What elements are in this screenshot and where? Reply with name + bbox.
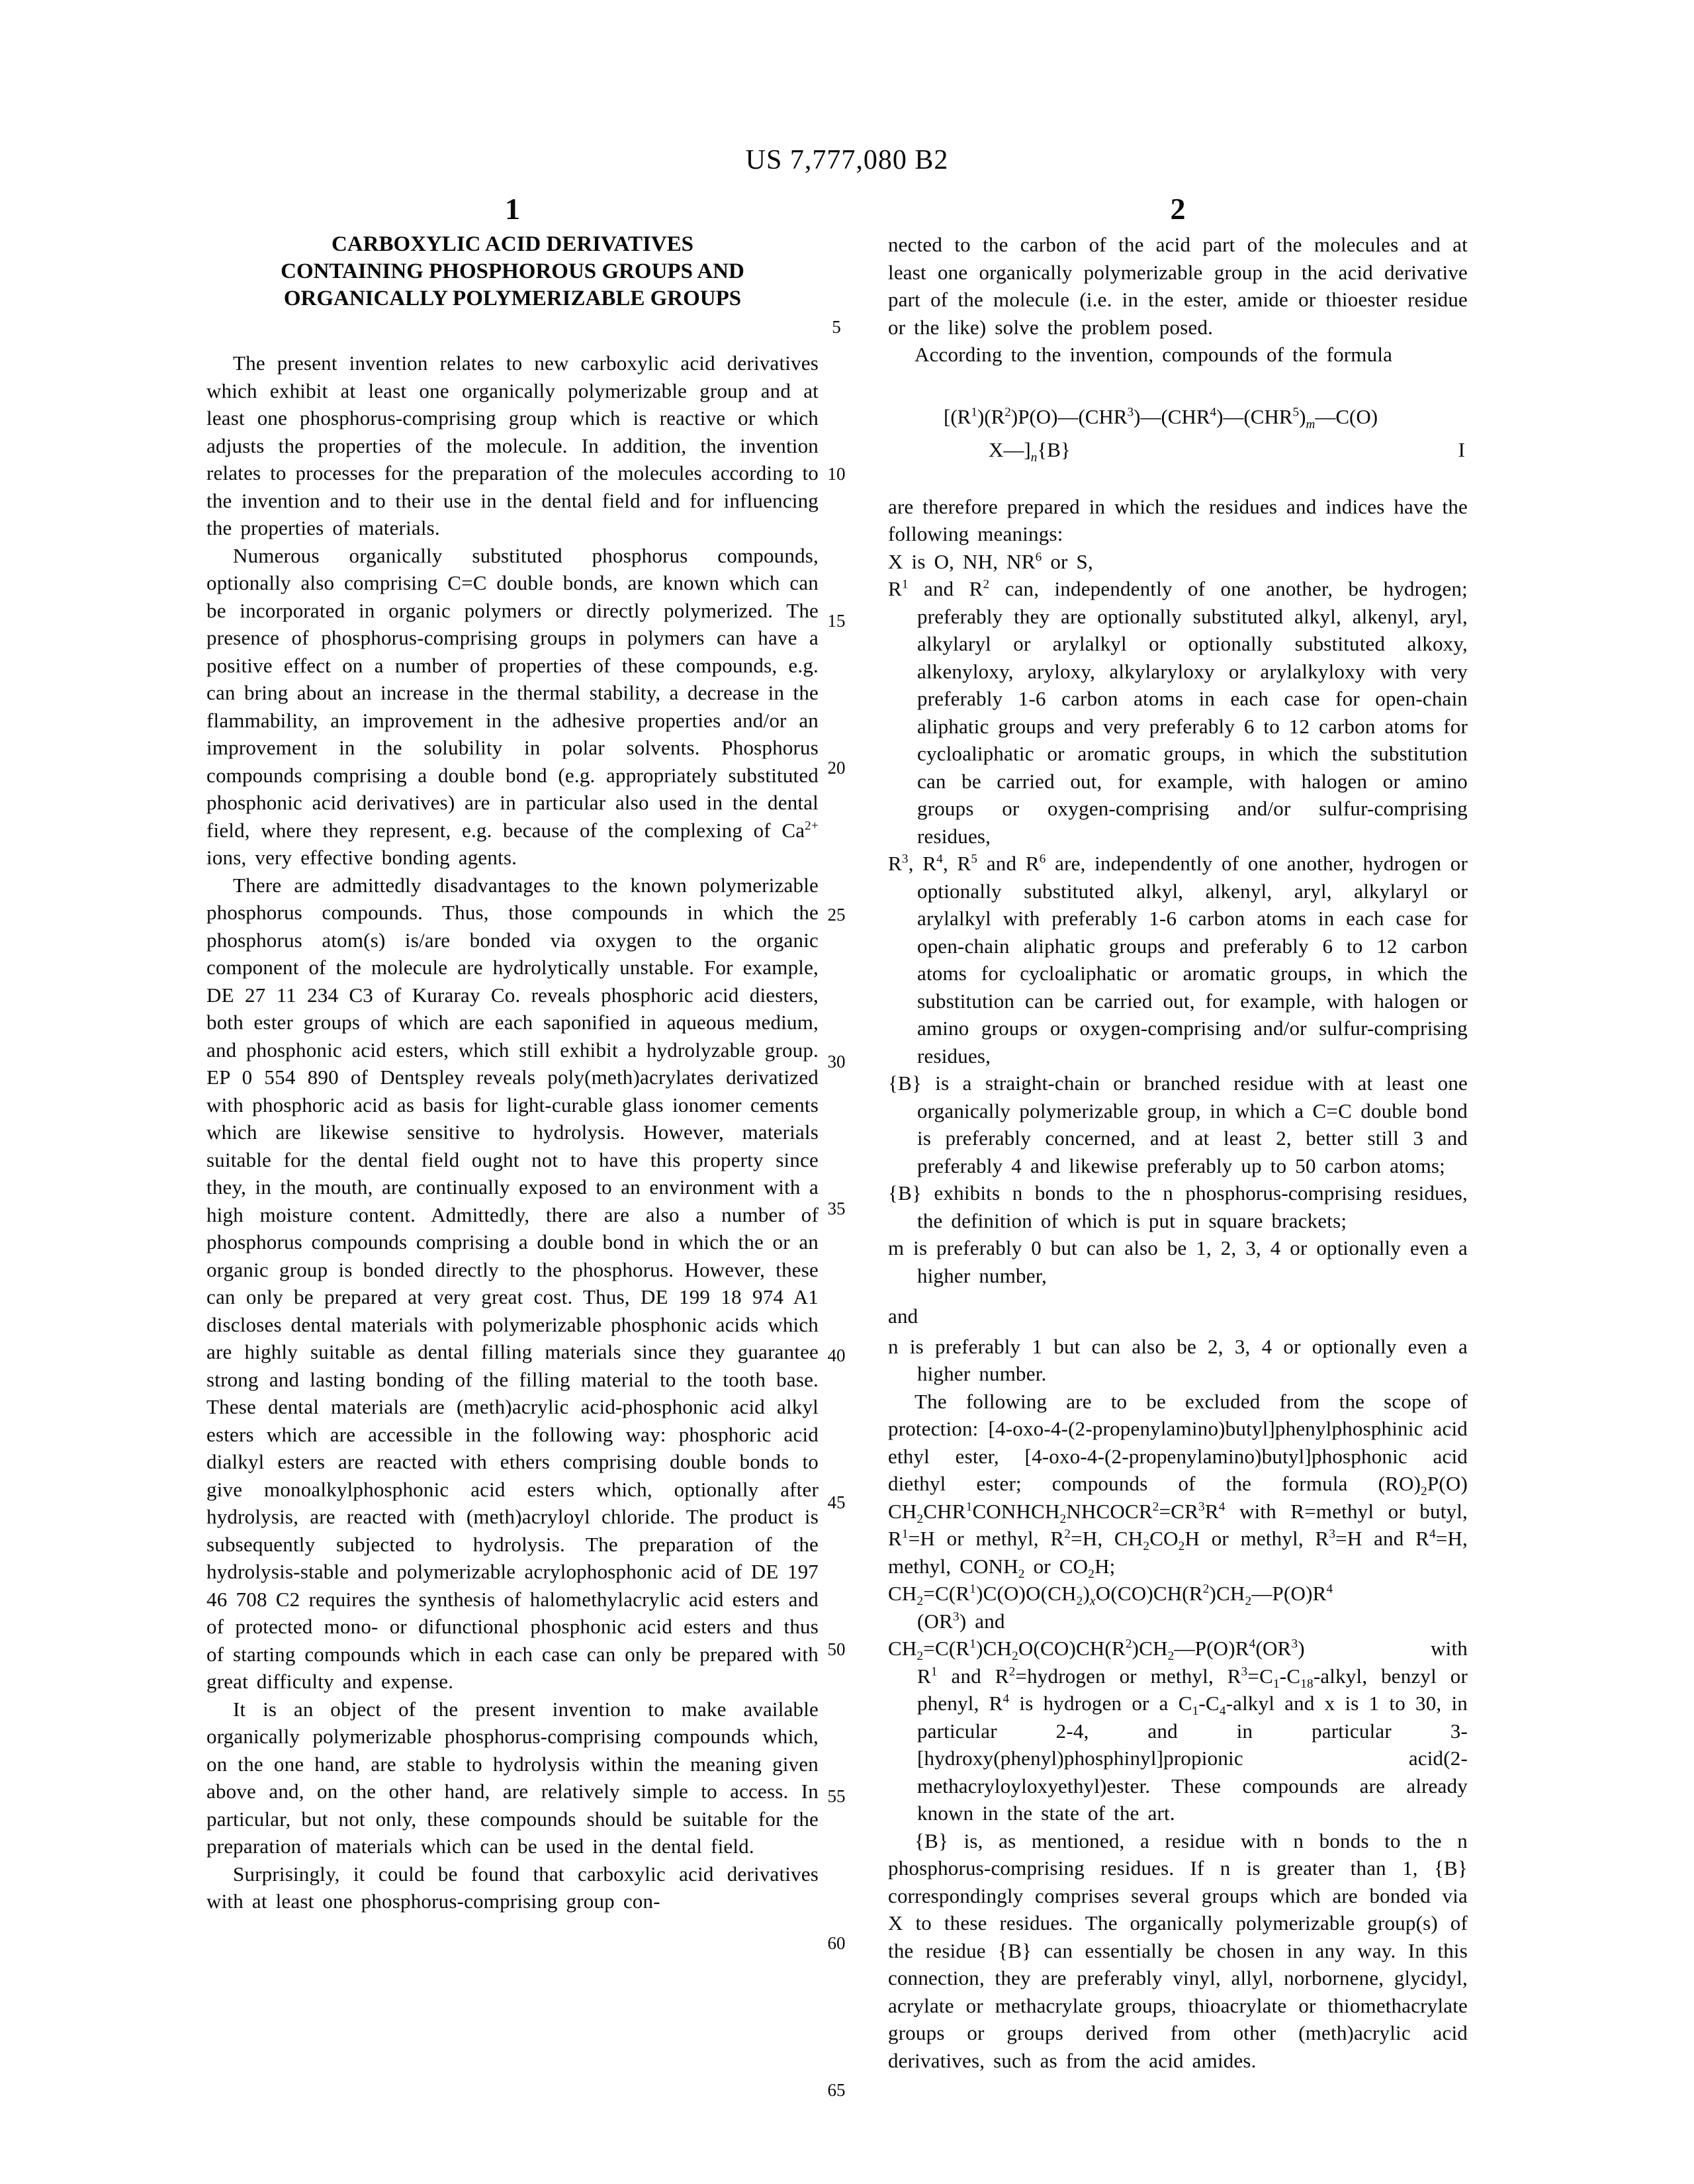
line-number: 20 [827, 758, 846, 778]
line-number: 30 [827, 1052, 846, 1071]
line-number: 55 [827, 1786, 846, 1806]
definition-item-b-residue: {B} is a straight-chain or branched residue with at least one organically polymerizable group, in which a C=C double bond is preferably concerned, and at least 2, better still 3 and preferably 4 and likewise preferably up to 50 carbon atoms; [888, 1071, 1468, 1177]
document-number: US 7,777,080 B2 [745, 145, 949, 175]
formula-line-2-text: $X—]_n\{B\}$ [989, 437, 1071, 465]
paragraph-according-to-invention: According to the invention, compounds of the formula [914, 343, 1393, 366]
paragraph-prior-art: There are admittedly disadvantages to the known polymerizable phosphorus compounds. Thus, those compounds in which the phosphorus atom(s) is/are bonded via oxygen to the organic component of the molecule are hydrolytically unstable. For example, DE 27 11 234 C3 of Kuraray Co. reveals phosphoric acid diesters, both ester groups of which are each saponified in aqueous medium, and phosphonic acid esters, which still exhibit a hydrolyzable group. EP 0 554 890 of Dentspley reveals poly(meth)acrylates derivatized with phosphoric acid as basis for light-curable glass ionomer cements which are likewise sensitive to hydrolysis. However, materials suitable for the dental field ought not to have this property since they, in the mouth, are continually exposed to an environment with a high moisture content. Admittedly, there are also a number of phosphorus compounds comprising a double bond in which the or an organic group is bonded directly to the phosphorus. However, these can only be prepared at very great cost. Thus, DE 199 18 974 A1 discloses dental materials with polymerizable phosphonic acids which are highly suitable as dental filling materials since they guarantee strong and lasting bonding of the filling material to the tooth base. These dental materials are (meth)acrylic acid-phosphonic acid alkyl esters which are accessible in the following way: phosphoric acid dialkyl esters are reacted with ethers comprising double bonds to give monoalkylphosphonic acid esters which, optionally after hydrolysis, are reacted with (meth)acryloyl chloride. The product is subsequently subjected to hydrolysis. The preparation of the hydrolysis-stable and polymerizable acrylophosphonic acid of DE 197 46 708 C2 requires the synthesis of halomethylacrylic acid esters and of protected mono- or difunctional phosphonic acid esters and thus of starting compounds which in each case can only be prepared with great difficulty and expense. [206, 873, 819, 1693]
paragraph-object: It is an object of the present invention to make available organically polymerizable phosphorus-comprising compounds which, on the one hand, are stable to hydrolysis within the meaning given above and, on the other hand, are relatively simple to access. In particular, but not only, these compounds should be suitable for the preparation of materials which can be used in the dental field. [206, 1697, 819, 1858]
chem-line-1-continuation: $(OR^3)$ and [917, 1609, 1005, 1633]
definition-item-and: and [888, 1304, 918, 1328]
line-number: 50 [827, 1639, 846, 1659]
line-number: 40 [827, 1345, 846, 1365]
invention-title [206, 231, 819, 312]
line-number: 65 [827, 2080, 846, 2100]
formula-line-1: [$(R^1)(R^2)P(O)—(CHR^3)—(CHR^4)—(CHR^5)_m—C(O)$ [944, 404, 1378, 432]
definition-item-m: m is preferably 0 but can also be 1, 2, 3, 4 or optionally even a higher number, [888, 1236, 1468, 1287]
paragraph-background: Numerous organically substituted phosphorus compounds, optionally also comprising C=C double bonds, are known which can be incorporated in organic polymers or directly polymerized. The presence of phosphorus-comprising groups in polymers can have a positive effect on a number of properties of these compounds, e.g. can bring about an increase in the thermal stability, a decrease in the flammability, an improvement in the adhesive properties and/or an improvement in the solubility in polar solvents. Phosphorus compounds comprising a double bond (e.g. appropriately substituted phosphonic acid derivatives) are in particular also used in the dental field, where they represent, e.g. because of the complexing of $Ca^{2+}$ ions, very effective bonding agents. [206, 543, 819, 869]
chem-line-2: $CH_2=C(R^1)CH_2O(CO)CH(R^2)CH_2—P(O)R^4(OR^3)$ with [888, 1637, 1468, 1664]
column-right [888, 194, 1468, 2074]
formula-numeral: I [1458, 437, 1465, 461]
line-number: 5 [832, 317, 841, 337]
line-number: 60 [827, 1933, 846, 1953]
title-line-2: CONTAINING PHOSPHOROUS GROUPS AND [281, 259, 744, 283]
definition-item-r3-r6: $R^3$, $R^4$, $R^5$ and $R^6$ are, independently of one another, hydrogen or optionally substituted alkyl, alkenyl, aryl, alkylaryl or arylalkyl with preferably 1-6 carbon atoms in each case for open-chain aliphatic groups and preferably 6 to 12 carbon atoms for cycloaliphatic or aromatic groups, in which the substitution can be carried out, for example, with halogen or amino groups or oxygen-comprising and/or sulfur-comprising residues, [888, 852, 1468, 1068]
column-left [206, 194, 819, 1915]
formula-line-2 [888, 433, 1468, 467]
title-line-1: CARBOXYLIC ACID DERIVATIVES [331, 232, 694, 256]
paragraph-residues-intro: are therefore prepared in which the residues and indices have the following meanings: [888, 494, 1468, 545]
definition-item-r1-r2: $R^1$ and $R^2$ can, independently of one another, be hydrogen; preferably they are optionally substituted alkyl, alkenyl, aryl, alkylaryl or arylalkyl or optionally substituted alkoxy, alkenyloxy, aryloxy, alkylaryloxy or arylalkyloxy with very preferably 1-6 carbon atoms in each case for open-chain aliphatic groups and very preferably 6 to 12 carbon atoms for cycloaliphatic or aromatic groups, in which the substitution can be carried out, for example, with halogen or amino groups or oxygen-comprising and/or sulfur-comprising residues, [888, 577, 1468, 848]
line-number: 45 [827, 1492, 846, 1512]
column-number-left: 1 [505, 192, 520, 226]
title-line-3: ORGANICALLY POLYMERIZABLE GROUPS [283, 287, 742, 310]
definition-item-x: X is O, NH, $NR^6$ or S, [888, 549, 1093, 573]
chem-line-1: $CH_2=C(R^1)C(O)O(CH_2)_xO(CO)CH(R^2)CH_2—P(O)R^4$ [888, 1582, 1333, 1609]
paragraph-residue-b-groups: {B} is, as mentioned, a residue with n bonds to the n phosphorus-comprising residues. If n is greater than 1, {B} correspondingly comprises several groups which are bonded via X to these residues. The organically polymerizable group(s) of the residue {B} can essentially be chosen in any way. In this connection, they are preferably vinyl, allyl, norbornene, glycidyl, acrylate or methacrylate groups, thioacrylate or thiomethacrylate groups or groups derived from other (meth)acrylic acid derivatives, such as from the acid amides. [888, 1829, 1468, 2072]
definition-item-n: n is preferably 1 but can also be 2, 3, 4 or optionally even a higher number. [888, 1334, 1468, 1385]
line-number: 10 [827, 464, 846, 484]
paragraph-continuation: nected to the carbon of the acid part of the molecules and at least one organically polymerizable group in the acid derivative part of the molecule (i.e. in the ester, amide or thioester residue or the like) solve the problem posed. [888, 233, 1468, 339]
paragraph-exclusions: The following are to be excluded from the scope of protection: [4-oxo-4-(2-propenylamino)butyl]phenylphosphinic acid ethyl ester, [4-oxo-4-(2-propenylamino)butyl]phosphonic acid diethyl ester; compounds of the formula $(RO)_2P(O)$ $CH_2CHR^1CONHCH_2NHCOCR^2=CR^3R^4$ with R=methyl or butyl, $R^1=H$ or methyl, $R^2=H$, $CH_2CO_2H$ or methyl, $R^3=H$ and $R^4=H$, methyl, $CONH_2$ or $CO_2H$; [888, 1389, 1468, 1581]
line-number: 15 [827, 611, 846, 631]
paragraph-field-of-invention: The present invention relates to new carboxylic acid derivatives which exhibit at least one organically polymerizable group and at least one phosphorus-comprising group which is reactive or which adjusts the properties of the molecule. In addition, the invention relates to processes for the preparation of the molecules according to the invention and to their use in the dental field and for influencing the properties of materials. [206, 351, 819, 539]
line-number: 25 [827, 905, 846, 925]
definition-item-b-bonds: {B} exhibits n bonds to the n phosphorus-comprising residues, the definition of which is put in square brackets; [888, 1181, 1468, 1232]
paragraph-surprising-finding: Surprisingly, it could be found that carboxylic acid derivatives with at least one phosphorus-comprising group con- [206, 1862, 819, 1913]
line-number: 35 [827, 1199, 846, 1218]
chem-line-2-continuation: $R^1$ and $R^2=hydrogen$ or methyl, $R^3=C_1-C_{18}$-alkyl, benzyl or phenyl, $R^4$ is hydrogen or a $C_1-C_4$-alkyl and x is 1 to 30, in particular 2-4, and in particular 3-[hydroxy(phenyl)phosphinyl]propionic acid(2-methacryloyloxyethyl)ester. These compounds are already known in the state of the art. [917, 1664, 1468, 1825]
column-number-right: 2 [1170, 192, 1186, 226]
line-number-gutter [815, 0, 858, 2184]
chemical-formula-I [888, 400, 1468, 467]
